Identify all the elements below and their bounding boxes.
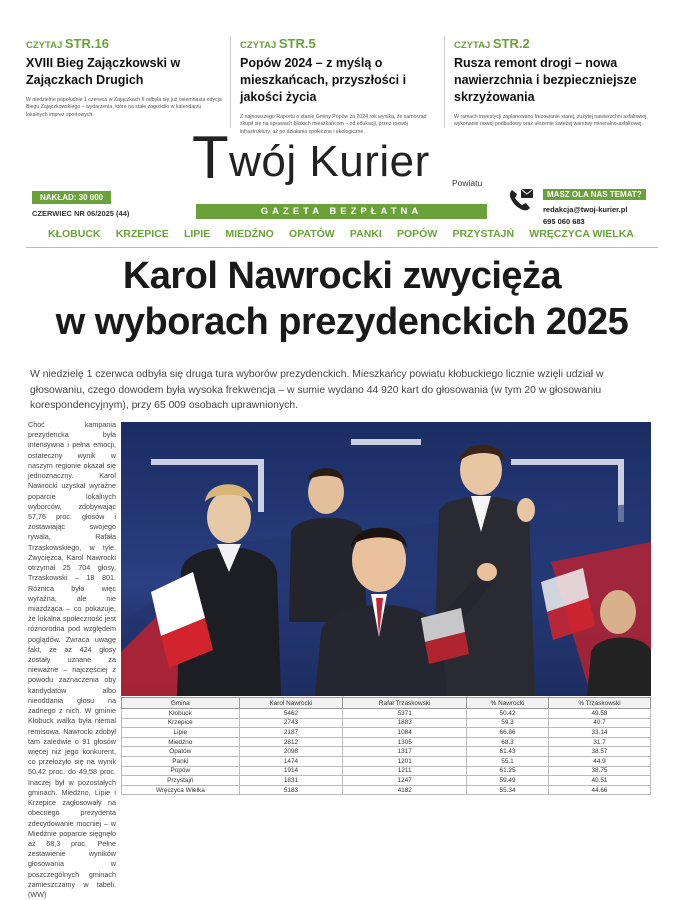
table-row (122, 756, 651, 766)
table-cell: 5462 (239, 709, 343, 719)
table-row (122, 709, 651, 719)
table-cell: 50.42 (467, 709, 549, 719)
col-pct-nawrocki: % Nawrocki (467, 698, 549, 709)
table-cell: 1211 (343, 766, 467, 776)
place-krzepice[interactable]: KRZEPICE (115, 228, 169, 240)
table-cell: 1474 (239, 756, 343, 766)
results-table (121, 697, 651, 795)
table-cell: 2743 (239, 718, 343, 728)
table-cell: 5183 (239, 785, 343, 795)
nav-divider (26, 247, 658, 248)
main-headline-line-1: Karol Nawrocki zwycięża (122, 255, 562, 297)
table-cell: 2187 (239, 728, 343, 738)
table-cell: Opatów (122, 747, 240, 757)
teaser-bar (26, 14, 658, 135)
place-popow[interactable]: POPÓW (396, 228, 438, 240)
table-cell: Lipie (122, 728, 240, 738)
col-pct-trzaskowski: % Trzaskowski (548, 698, 650, 709)
table-cell: 55.34 (467, 785, 549, 795)
table-cell: Panki (122, 756, 240, 766)
place-opatow[interactable]: OPATÓW (289, 228, 335, 240)
table-row (122, 728, 651, 738)
place-lipie[interactable]: LIPIE (183, 228, 211, 240)
table-cell: 4182 (343, 785, 467, 795)
table-cell: 44.9 (548, 756, 650, 766)
teaser-1[interactable] (26, 14, 230, 132)
places-nav (26, 228, 656, 240)
table-cell: 38.57 (548, 747, 650, 757)
place-panki[interactable]: PANKI (349, 228, 382, 240)
place-miedzno[interactable]: MIEDŹNO (225, 228, 274, 240)
article-lead: W niedzielę 1 czerwca odbyła się druga tura wyborów prezydenckich. Mieszkańcy powiatu kłobuckiego licznie wzięli udział w głosowaniu, czego dowodem była wysoka frekwencja – w sumie wydano 44 920 kart do głosowania (w tym 20 w głosowaniu korespondencyjnym), przy 65 009 osobach uprawnionych. (30, 369, 604, 412)
teaser-3-label: CZYTAJ STR.2 (454, 36, 530, 51)
election-photo (121, 422, 651, 696)
col-gmina: Gmina (122, 698, 240, 709)
results-table-header (122, 698, 651, 709)
col-trzaskowski: Rafał Trzaskowski (343, 698, 467, 709)
place-wreczyca-wielka[interactable]: WRĘCZYCA WIELKA (529, 228, 634, 240)
teaser-2-label: CZYTAJ STR.5 (240, 36, 316, 51)
main-headline (26, 254, 658, 345)
teaser-1-headline[interactable]: XVIII Bieg Zajączkowski w Zajączkach Drugich (26, 56, 181, 87)
teaser-2-text: Z najnowszego Raportu o stanie Gminy Popów za 2024 rok wynika, że samorząd skupił się na sprawach bliskich mieszkańcom – od edukacji, przez rozwój infrastruktury, aż po działania społeczne i ekologiczne. (240, 113, 427, 135)
table-row (122, 737, 651, 747)
teaser-2[interactable] (230, 14, 444, 135)
circulation-badge: NAKŁAD: 30 000 (32, 191, 111, 204)
teaser-1-text: W niedzielne popołudnie 1 czerwca w Zajączkach II odbyła się już osiemnasta edycja Biegu Zajączkowskiego – wydarzenia, które na stałe zagościło w kalendarzu lokalnych imprez sportowych. (26, 96, 222, 118)
table-cell: 44.66 (548, 785, 650, 795)
table-cell: 1305 (343, 737, 467, 747)
table-cell: 66.86 (467, 728, 549, 738)
table-cell: 1883 (343, 718, 467, 728)
table-cell: 2812 (239, 737, 343, 747)
masthead-logo-rest: wój Kurier (229, 137, 430, 186)
table-cell: 38.75 (548, 766, 650, 776)
table-cell: 1914 (239, 766, 343, 776)
table-cell: Przystajń (122, 776, 240, 786)
table-cell: 61.25 (467, 766, 549, 776)
results-table-wrap (121, 697, 651, 795)
teaser-2-headline[interactable]: Popów 2024 – z myślą o mieszkańcach, przyszłości i jakości życia (240, 56, 407, 104)
table-cell: 68.3 (467, 737, 549, 747)
issue-number: CZERWIEC NR 06/2025 (44) (32, 209, 130, 218)
table-cell: 40.51 (548, 776, 650, 786)
table-cell: Miedźno (122, 737, 240, 747)
table-cell: 31.7 (548, 737, 650, 747)
place-przystajn[interactable]: PRZYSTAJŃ (452, 228, 515, 240)
table-cell: 5371 (343, 709, 467, 719)
phone-mail-icon (506, 186, 534, 214)
teaser-divider (444, 36, 445, 128)
table-cell: 33.14 (548, 728, 650, 738)
teaser-divider (230, 36, 231, 128)
table-cell: Kłobuck (122, 709, 240, 719)
masthead-logo-initial: T (192, 124, 230, 191)
table-row (122, 747, 651, 757)
col-nawrocki: Karol Nawrocki (239, 698, 343, 709)
masthead-tagline: GAZETA BEZPŁATNA (196, 204, 487, 219)
table-cell: 59.49 (467, 776, 549, 786)
table-cell: Wręczyca Wielka (122, 785, 240, 795)
masthead-subtitle: Powiatu (452, 178, 483, 188)
table-row (122, 718, 651, 728)
contact-badge: MASZ OLA NAS TEMAT? (543, 189, 646, 200)
teaser-3[interactable] (444, 14, 658, 132)
contact-phone[interactable]: 695 060 683 (543, 217, 585, 226)
table-cell: 55.1 (467, 756, 549, 766)
table-cell: 2098 (239, 747, 343, 757)
table-cell: Krzepice (122, 718, 240, 728)
table-cell: 59.3 (467, 718, 549, 728)
table-cell: 1317 (343, 747, 467, 757)
teaser-3-text: W ramach inwestycji zaplanowano frezowanie starej, zużytej nawierzchni asfaltowej, wykonanie nowej podbudowy oraz ułożenie świeżej warstwy mineralno-asfaltowej. (454, 113, 648, 128)
contact-box (543, 184, 646, 226)
table-row (122, 766, 651, 776)
table-cell: 1084 (343, 728, 467, 738)
teaser-1-label: CZYTAJ STR.16 (26, 36, 109, 51)
table-cell: 1201 (343, 756, 467, 766)
table-cell: 40.7 (548, 718, 650, 728)
contact-email[interactable]: redakcja@twoj-kurier.pl (543, 205, 628, 214)
table-row (122, 785, 651, 795)
table-row (122, 776, 651, 786)
article-body: Choć kampania prezydencka była intensywna i pełna emocji, ostateczny wynik w naszym regionie okazał się jednoznaczny. Karol Nawrocki uzyskał wyraźne poparcie lokalnych wyborców, zdobywając 57,76 proc. głosów i zostawiając swojego rywala, Rafała Trzaskowskiego, w tyle. Zwycięzca, Karol Nawrocki otrzymał 25 704 głosy, Trzaskowski – 18 801. Różnica była więc wyraźna, ale nie miażdżąca – co pokazuje, że lokalna społeczność jest różnorodna pod względem poglądów. Zwraca uwagę fakt, że aż 424 głosy zostały uznane za nieważne – najczęściej z powodu zaznaczenia oby kandydatów albo nieoddania głosu na żadnego z nich. W gminie Kłobuck walka była niemal remisowa. Nawrocki zdobył tam zaledwie o 91 głosów więcej niż jego konkurent, co przełożyło się na wynik 50,42 proc. do 49,58 proc. Inaczej był w pozostałych gminach. Miedźno, Lipie i Krzepice zagłosowały na obecnego prezydenta zdecydowanie mocniej – w Miedźnie poparcie sięgnęło aż 68,3 proc. Pełne zestawienie wyników głosowania w poszczególnych gminach zamieszczamy w tabeli. (WW) (28, 420, 116, 900)
table-cell: 1247 (343, 776, 467, 786)
place-klobuck[interactable]: KŁOBUCK (48, 228, 101, 240)
table-cell: Popów (122, 766, 240, 776)
table-cell: 1831 (239, 776, 343, 786)
teaser-3-headline[interactable]: Rusza remont drogi – nowa nawierzchnia i bezpieczniejsze skrzyżowania (454, 56, 637, 104)
table-cell: 49.58 (548, 709, 650, 719)
main-headline-line-2: w wyborach prezydenckich 2025 (55, 300, 629, 343)
table-cell: 61.43 (467, 747, 549, 757)
